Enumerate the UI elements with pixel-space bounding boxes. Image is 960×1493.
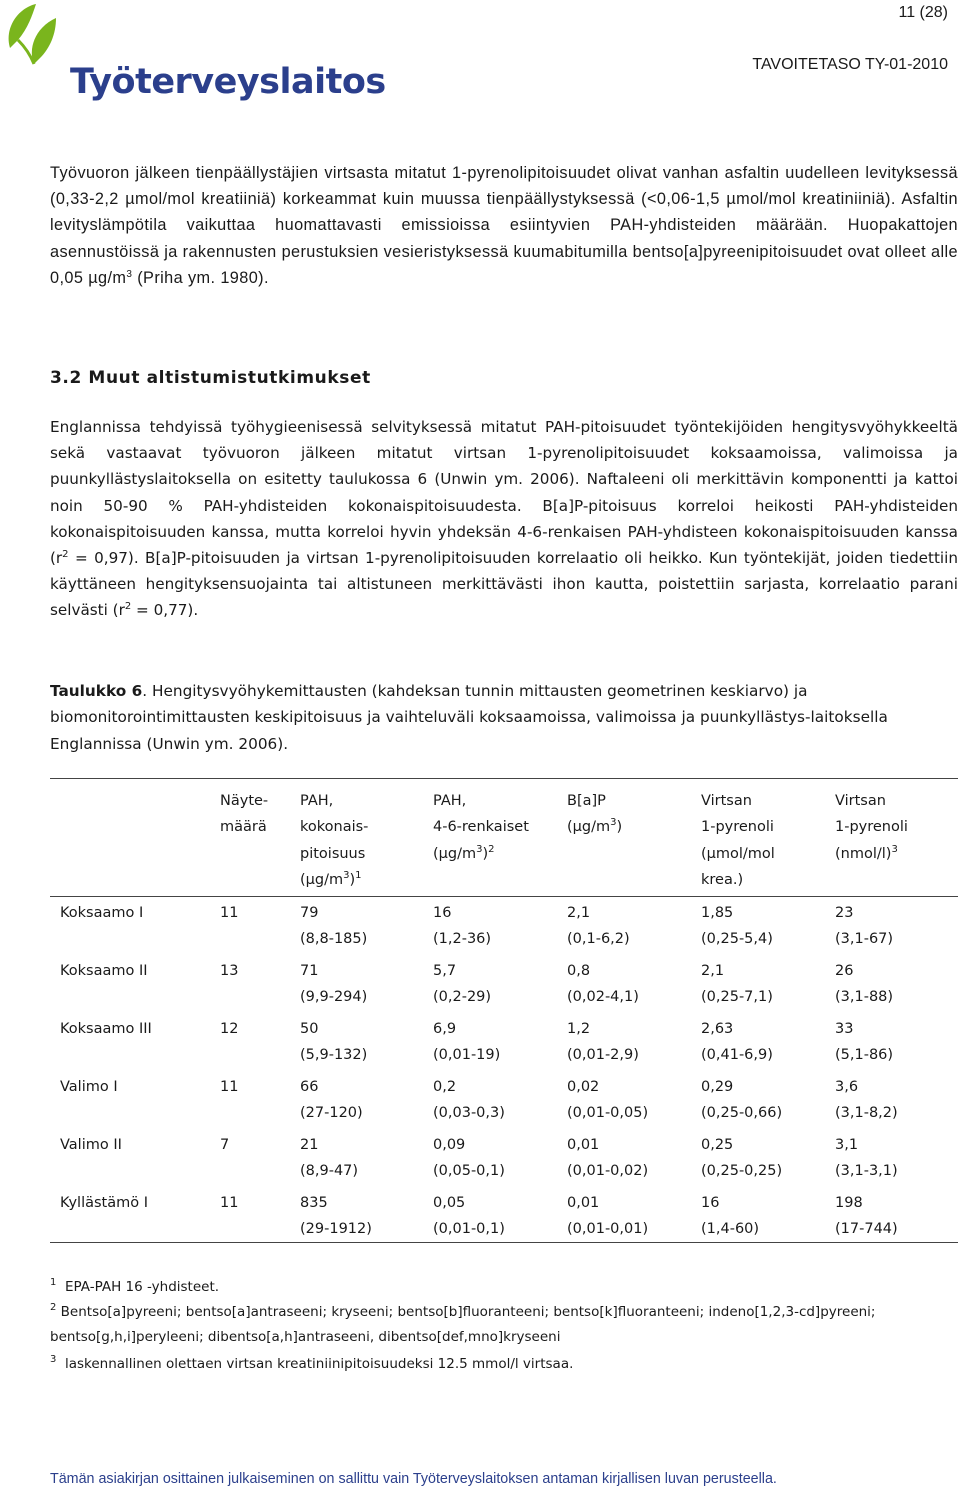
table-cell-pah-46-value: 0,05 (433, 1195, 466, 1211)
footnote-mark: 1 (50, 1277, 57, 1288)
table-cell-pyr-nmol-range: (3,1-8,2) (835, 1105, 898, 1122)
page-number: 11 (28) (898, 4, 948, 21)
header-line: B[a]P (567, 793, 606, 809)
footnote-1 (50, 1275, 958, 1300)
paragraph-text: = 0,77). (131, 601, 199, 620)
section-heading: 3.2 Muut altistumistutkimukset (50, 368, 371, 388)
footnote-2 (50, 1300, 910, 1350)
table-cell-site: Koksaamo III (60, 1021, 152, 1037)
table-cell-pah-total-value: 835 (300, 1195, 328, 1211)
table-cell-pyr-mol-value: 2,1 (701, 963, 725, 979)
table-cell-pah-total-range: (27-120) (300, 1105, 363, 1122)
table-header-bap (567, 788, 622, 841)
header-unit: (µg/m (433, 845, 477, 862)
table-cell-bap-range: (0,01-0,02) (567, 1163, 649, 1180)
table-header-pah-46 (433, 788, 529, 867)
table-rule-header (50, 896, 958, 897)
table-cell-bap-range: (0,02-4,1) (567, 989, 639, 1006)
table-cell-n: 11 (220, 905, 239, 921)
header-line: Virtsan (701, 793, 752, 809)
footnote-mark: 2 (50, 1302, 57, 1313)
logo (4, 4, 386, 108)
table-cell-pyr-nmol-range: (5,1-86) (835, 1047, 894, 1064)
header-line (300, 867, 368, 893)
table-cell-bap-value: 2,1 (567, 905, 591, 921)
table-cell-bap-range: (0,01-0,01) (567, 1221, 649, 1238)
footnote-ref: 1 (355, 870, 362, 882)
header-line: pitoisuus (300, 845, 366, 862)
table-cell-bap-value: 0,02 (567, 1079, 600, 1095)
superscript: 3 (476, 843, 483, 855)
header-line: Näyte- (220, 793, 269, 809)
logo-wordmark: Työterveyslaitos (70, 62, 386, 102)
header-unit: (nmol/l) (835, 845, 892, 862)
table-cell-pyr-nmol-value: 33 (835, 1021, 854, 1037)
table-cell-site: Kyllästämö I (60, 1195, 148, 1211)
table-cell-pah-total-range: (29-1912) (300, 1221, 372, 1238)
table-rule-top (50, 778, 958, 779)
table-caption (50, 678, 958, 757)
superscript: 3 (343, 870, 350, 882)
table-caption-label: Taulukko 6 (50, 682, 143, 700)
table-cell-pyr-nmol-range: (3,1-88) (835, 989, 894, 1006)
table-cell-n: 11 (220, 1195, 239, 1211)
table-cell-bap-range: (0,01-0,05) (567, 1105, 649, 1122)
table-cell-n: 7 (220, 1137, 230, 1153)
header-unit: ) (482, 845, 489, 862)
superscript: 2 (62, 549, 69, 561)
table-cell-bap-value: 0,8 (567, 963, 591, 979)
header-line: Virtsan (835, 793, 886, 809)
footnote-ref: 3 (891, 843, 898, 855)
header-line: (µmol/mol (701, 845, 775, 862)
table-cell-bap-range: (0,1-6,2) (567, 931, 630, 948)
table-cell-pah-46-value: 16 (433, 905, 452, 921)
footnote-mark: 3 (50, 1354, 57, 1365)
header-unit: (µg/m (300, 872, 344, 889)
header-unit: ) (616, 819, 623, 836)
table-header-urine-pyrenol-mol (701, 788, 775, 894)
header-unit: ) (349, 872, 356, 889)
table-cell-pyr-nmol-value: 26 (835, 963, 854, 979)
table-header-pah-total (300, 788, 368, 894)
table-header-urine-pyrenol-nmol (835, 788, 908, 867)
table-header-sample-count (220, 788, 268, 841)
superscript: 3 (126, 268, 133, 280)
paragraph-england-study (50, 414, 958, 624)
header-line: 1-pyrenoli (701, 819, 774, 836)
superscript: 3 (610, 817, 617, 829)
table-cell-pyr-nmol-value: 23 (835, 905, 854, 921)
table-cell-pyr-nmol-value: 198 (835, 1195, 863, 1211)
table-cell-pah-46-range: (0,05-0,1) (433, 1163, 505, 1180)
table-cell-site: Koksaamo II (60, 963, 148, 979)
table-cell-pyr-mol-value: 0,25 (701, 1137, 734, 1153)
table-cell-pah-46-range: (0,03-0,3) (433, 1105, 505, 1122)
table-cell-pah-total-value: 66 (300, 1079, 319, 1095)
table-cell-pyr-mol-range: (0,25-0,25) (701, 1163, 783, 1180)
table-cell-pah-total-value: 21 (300, 1137, 319, 1153)
table-cell-pyr-nmol-range: (3,1-3,1) (835, 1163, 898, 1180)
header-unit: (µg/m (567, 819, 611, 836)
footnote-text: EPA-PAH 16 -yhdisteet. (64, 1279, 220, 1295)
table-cell-pah-46-range: (0,2-29) (433, 989, 492, 1006)
table-cell-pyr-nmol-range: (3,1-67) (835, 931, 894, 948)
table-cell-bap-value: 0,01 (567, 1195, 600, 1211)
table-cell-pyr-mol-range: (1,4-60) (701, 1221, 760, 1238)
table-cell-site: Koksaamo I (60, 905, 144, 921)
header-line (567, 814, 622, 840)
table-cell-pyr-mol-value: 1,85 (701, 905, 734, 921)
table-cell-pyr-nmol-range: (17-744) (835, 1221, 898, 1238)
table-cell-pah-46-value: 5,7 (433, 963, 457, 979)
table-cell-pah-46-value: 0,09 (433, 1137, 466, 1153)
footnote-text: laskennallinen olettaen virtsan kreatiniinipitoisuudeksi 12.5 mmol/l virtsaa. (64, 1356, 574, 1372)
footnote-ref: 2 (488, 843, 495, 855)
table-cell-bap-value: 0,01 (567, 1137, 600, 1153)
table-cell-pyr-nmol-value: 3,1 (835, 1137, 859, 1153)
table-cell-pah-total-value: 71 (300, 963, 319, 979)
table-cell-pah-total-value: 50 (300, 1021, 319, 1037)
footnote-3 (50, 1352, 958, 1377)
header-line (433, 841, 529, 867)
table-cell-pah-46-value: 6,9 (433, 1021, 457, 1037)
table-cell-n: 12 (220, 1021, 239, 1037)
table-cell-pah-46-range: (0,01-19) (433, 1047, 501, 1064)
paragraph-text: Englannissa tehdyissä työhygieenisessä selvityksessä mitatut PAH-pitoisuudet työntekijöiden hengitysvyöhykkeeltä sekä vastaavat työvuoron jälkeen mitatut virtsan 1-pyrenolipitoisuudet koksaamoissa, valimoissa ja puunkyllästyslaitoksella on esitetty taulukossa 6 (Unwin ym. 2006). Naftaleeni oli merkittävin komponentti ja kattoi noin 50-90 % PAH-yhdisteiden kokonaispitoisuudesta. B[a]P-pitoisuus korreloi heikosti PAH-yhdisteiden kokonaispitoisuuden kanssa, mutta korreloi hyvin yhdeksän 4-6-renkaisen PAH-yhdisteen kokonaispitoisuuden kanssa (r (50, 418, 958, 568)
header-line: 1-pyrenoli (835, 819, 908, 836)
table-cell-pah-46-value: 0,2 (433, 1079, 457, 1095)
table-cell-site: Valimo II (60, 1137, 122, 1153)
table-cell-pyr-mol-range: (0,25-7,1) (701, 989, 773, 1006)
table-cell-pyr-mol-range: (0,25-5,4) (701, 931, 773, 948)
table-cell-pyr-mol-range: (0,25-0,66) (701, 1105, 783, 1122)
table-cell-bap-range: (0,01-2,9) (567, 1047, 639, 1064)
page-footer: Tämän asiakirjan osittainen julkaiseminen on sallittu vain Työterveyslaitoksen antaman kirjallisen luvan perusteella. (50, 1471, 777, 1487)
table-cell-pah-total-range: (5,9-132) (300, 1047, 368, 1064)
document-code: TAVOITETASO TY-01-2010 (752, 56, 948, 73)
table-cell-bap-value: 1,2 (567, 1021, 591, 1037)
table-cell-pah-total-range: (8,9-47) (300, 1163, 359, 1180)
paragraph-text: Työvuoron jälkeen tienpäällystäjien virtsasta mitatut 1-pyrenolipitoisuudet olivat vanhan asfaltin uudelleen levityksessä (0,33-2,2 µmol/mol kreatiiniä) korkeammat kuin muussa tienpäällystyksessä (<0,06-1,5 µmol/mol kreatiniiniä). Asfaltin levityslämpötila vaikuttaa huomattavasti emissioissa esiintyvien PAH-yhdisteiden määrään. Huopakattojen asennustöissä ja rakennusten perustuksien vesieristyksessä kuumabitumilla bentso[a]pyreenipitoisuudet ovat olleet alle 0,05 µg/m (50, 164, 958, 287)
paragraph-asphalt (50, 160, 958, 291)
table-cell-pah-46-range: (0,01-0,1) (433, 1221, 505, 1238)
table-cell-site: Valimo I (60, 1079, 118, 1095)
table-cell-pyr-mol-value: 0,29 (701, 1079, 734, 1095)
superscript: 2 (124, 601, 132, 613)
table-cell-pah-total-value: 79 (300, 905, 319, 921)
header-line: PAH, (300, 793, 334, 809)
header-line: kokonais- (300, 819, 369, 836)
table-cell-n: 11 (220, 1079, 239, 1095)
table-cell-pah-46-range: (1,2-36) (433, 931, 492, 948)
table-cell-pah-total-range: (9,9-294) (300, 989, 368, 1006)
header-line: 4-6-renkaiset (433, 819, 529, 836)
paragraph-text: = 0,97). B[a]P-pitoisuuden ja virtsan 1-pyrenolipitoisuuden korrelaatio oli heikko. Kun työntekijät, joiden tiedettiin käyttäneen hengityksensuojainta tai altistuneen merkittävästi ihon kautta, poistettiin sarjasta, korrelaatio parani selvästi (r (50, 549, 958, 620)
table-cell-n: 13 (220, 963, 239, 979)
table-caption-text: . Hengitysvyöhykemittausten (kahdeksan tunnin mittausten geometrinen keskiarvo) ja biomonitorointimittausten keskipitoisuus ja vaihteluväli koksaamoissa, valimoissa ja puunkyllästys-laitoksella Englannissa (Unwin ym. 2006). (50, 682, 888, 753)
table-cell-pyr-mol-range: (0,41-6,9) (701, 1047, 773, 1064)
paragraph-text: (Priha ym. 1980). (132, 268, 269, 287)
table-cell-pyr-mol-value: 16 (701, 1195, 720, 1211)
header-line: krea.) (701, 872, 744, 889)
header-line: määrä (220, 819, 267, 836)
table-cell-pyr-mol-value: 2,63 (701, 1021, 734, 1037)
header-line (835, 841, 908, 867)
table-cell-pyr-nmol-value: 3,6 (835, 1079, 859, 1095)
table-cell-pah-total-range: (8,8-185) (300, 931, 368, 948)
footnote-text: Bentso[a]pyreeni; bentso[a]antraseeni; kryseeni; bentso[b]fluoranteeni; bentso[k]fluoranteeni; indeno[1,2,3-cd]pyreeni; bentso[g,h,i]peryleeni; dibentso[a,h]antraseeni, dibentso[def,mno]kryseeni (50, 1304, 876, 1345)
header-line: PAH, (433, 793, 467, 809)
